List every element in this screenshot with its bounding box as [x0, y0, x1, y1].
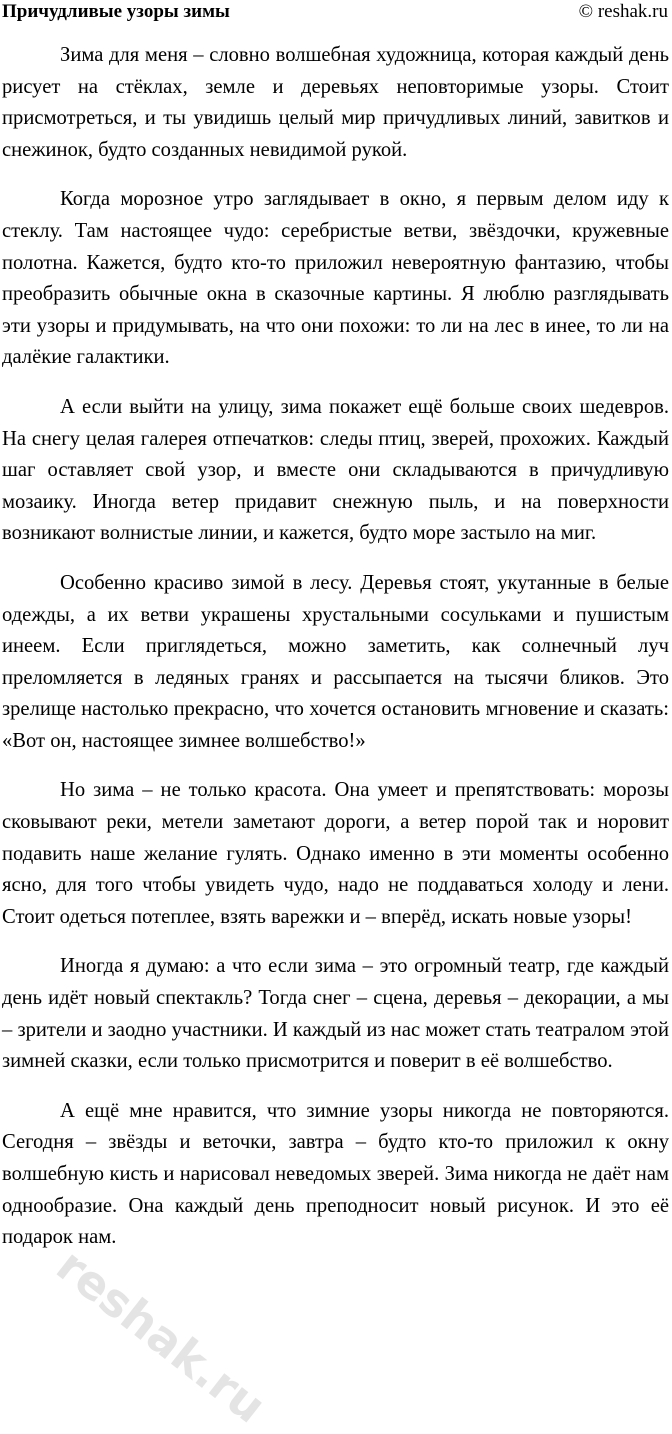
paragraph-3: А если выйти на улицу, зима покажет ещё больше своих шедевров. На снегу целая галерея отпечатков: следы птиц, зверей, прохожих. Каждый шаг оставляет свой узор, и вместе они складываются в причудливую мозаику. Иногда ветер придавит снежную пыль, и на поверхности возникают волнистые линии, и кажется, будто море застыло на миг.	[2, 395, 669, 545]
paragraph-7: А ещё мне нравится, что зимние узоры никогда не повторяются. Сегодня – звёзды и веточки, завтра – будто кто-то приложил к окну волшебную кисть и нарисовал неведомых зверей. Зима никогда не даёт нам однообразие. Она каждый день преподносит новый рисунок. И это её подарок нам.	[2, 1099, 669, 1249]
document-title: Причудливые узоры зимы	[2, 1, 230, 22]
paragraph-4: Особенно красиво зимой в лесу. Деревья стоят, укутанные в белые одежды, а их ветви украшены хрустальными сосульками и пушистым инеем. Если приглядеться, можно заметить, как солнечный луч преломляется в ледяных гранях и рассыпается на тысячи бликов. Это зрелище настолько прекрасно, что хочется остановить мгновение и сказать: «Вот он, настоящее зимнее волшебство!»	[2, 571, 669, 752]
watermark: reshak.ru	[46, 1238, 276, 1434]
essay-body	[2, 40, 669, 1272]
paragraph-2: Когда морозное утро заглядывает в окно, я первым делом иду к стеклу. Там настоящее чудо: серебристые ветви, звёздочки, кружевные полотна. Кажется, будто кто-то приложил невероятную фантазию, чтобы преобразить обычные окна в сказочные картины. Я люблю разглядывать эти узоры и придумывать, на что они похожи: то ли на лес в инее, то ли на далёкие галактики.	[2, 188, 669, 369]
document-header	[2, 0, 668, 24]
paragraph-6: Иногда я думаю: а что если зима – это огромный театр, где каждый день идёт новый спектакль? Тогда снег – сцена, деревья – декорации, а мы – зрители и заодно участники. И каждый из нас может стать театралом этой зимней сказки, если только присмотрится и поверит в её волшебство.	[2, 955, 669, 1073]
paragraph-1: Зима для меня – словно волшебная художница, которая каждый день рисует на стёклах, земле и деревьях неповторимые узоры. Стоит присмотреться, и ты увидишь целый мир причудливых линий, завитков и снежинок, будто созданных невидимой рукой.	[2, 44, 669, 161]
paragraph-5: Но зима – не только красота. Она умеет и препятствовать: морозы сковывают реки, метели заметают дороги, а ветер порой так и норовит подавить наше желание гулять. Однако именно в эти моменты особенно ясно, для того чтобы увидеть чудо, надо не поддаваться холоду и лени. Стоит одеться потеплее, взять варежки и – вперёд, искать новые узоры!	[2, 779, 669, 928]
copyright-notice: © reshak.ru	[578, 1, 668, 22]
